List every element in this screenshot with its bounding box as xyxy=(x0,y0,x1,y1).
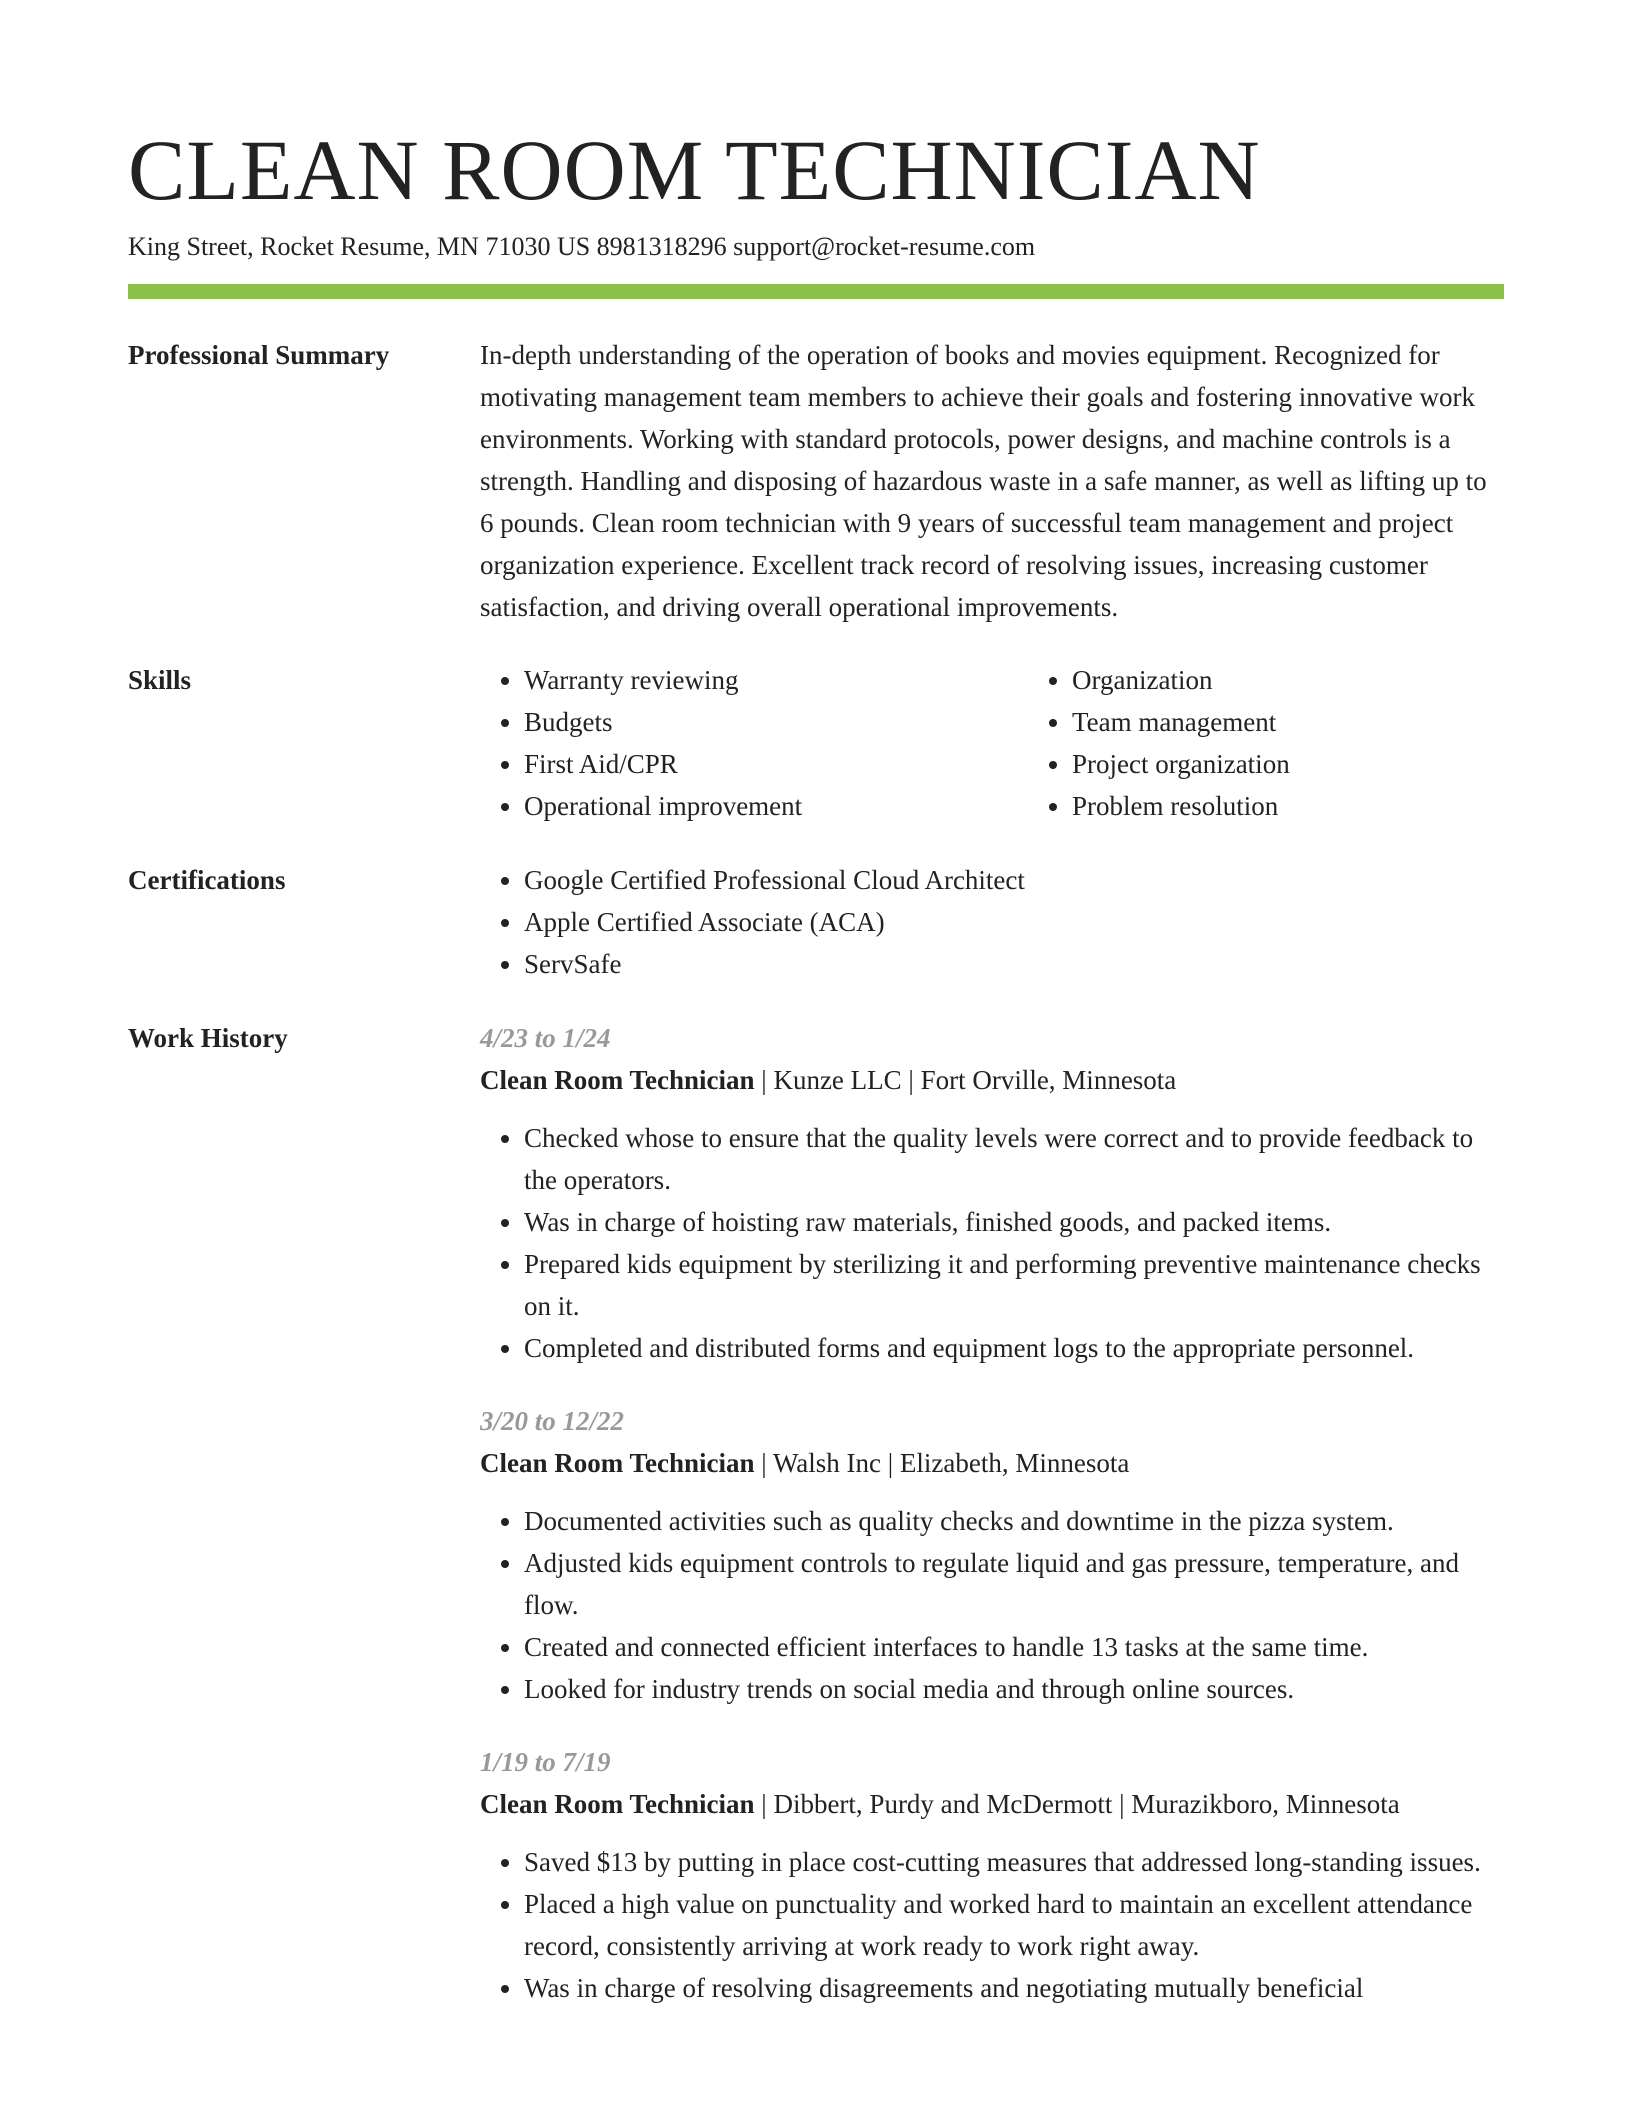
job-bullet: • Saved $13 by putting in place cost-cutting measures that addressed long-standing issues. xyxy=(524,1841,1504,1883)
work-history-heading: Work History xyxy=(128,1023,288,1053)
job-bullet: • Was in charge of resolving disagreements and negotiating mutually beneficial xyxy=(524,1967,1504,2009)
summary-text: In-depth understanding of the operation of books and movies equipment. Recognized for motivating management team members to achieve their goals and fostering innovative work environments. Working with standard protocols, power designs, and machine controls is a strength. Handling and disposing of hazardous waste in a safe manner, as well as lifting up to 6 pounds. Clean room technician with 9 years of successful team management and project organization experience. Excellent track record of resolving issues, increasing customer satisfaction, and driving overall operational improvements. xyxy=(480,340,1487,622)
job-title: Clean Room Technician xyxy=(480,1789,755,1819)
job-bullet: • Completed and distributed forms and equipment logs to the appropriate personnel. xyxy=(524,1327,1504,1369)
job-heading xyxy=(480,1783,1504,1825)
skill-item: • Warranty reviewing xyxy=(524,659,1028,701)
skills-columns xyxy=(480,659,1576,827)
job-bullet: • Placed a high value on punctuality and worked hard to maintain an excellent attendance record, consistently arriving at work ready to work right away. xyxy=(524,1883,1504,1967)
job-bullet: • Prepared kids equipment by sterilizing it and performing preventive maintenance checks on it. xyxy=(524,1243,1504,1327)
work-history-entries xyxy=(480,1017,1504,2009)
job-employer-location: | Kunze LLC | Fort Orville, Minnesota xyxy=(754,1065,1177,1095)
job-heading xyxy=(480,1442,1504,1484)
job-bullet: • Documented activities such as quality checks and downtime in the pizza system. xyxy=(524,1500,1504,1542)
skills-heading: Skills xyxy=(128,665,192,695)
skills-list-right xyxy=(1028,659,1576,827)
work-history-section xyxy=(128,1017,1504,2009)
resume-page xyxy=(128,120,1504,2009)
certification-item: • Apple Certified Associate (ACA) xyxy=(524,901,1504,943)
job-bullets xyxy=(480,1117,1504,1369)
job-dates: 3/20 to 12/22 xyxy=(480,1406,625,1436)
job-bullets xyxy=(480,1841,1504,2009)
skill-item: • Project organization xyxy=(1072,743,1576,785)
job-bullet: • Adjusted kids equipment controls to regulate liquid and gas pressure, temperature, and flow. xyxy=(524,1542,1504,1626)
summary-heading: Professional Summary xyxy=(128,340,390,370)
certifications-section xyxy=(128,859,1504,985)
job-heading xyxy=(480,1059,1504,1101)
job-entry xyxy=(480,1017,1504,1369)
job-bullet: • Looked for industry trends on social media and through online sources. xyxy=(524,1668,1504,1710)
skill-item: • Organization xyxy=(1072,659,1576,701)
job-title: Clean Room Technician xyxy=(480,1448,755,1478)
job-dates: 4/23 to 1/24 xyxy=(480,1023,611,1053)
certifications-list xyxy=(480,859,1504,985)
skills-list-left xyxy=(480,659,1028,827)
job-entry xyxy=(480,1400,1504,1710)
resume-name: CLEAN ROOM TECHNICIAN xyxy=(128,122,1261,218)
job-bullets xyxy=(480,1500,1504,1710)
job-employer-location: | Dibbert, Purdy and McDermott | Murazikboro, Minnesota xyxy=(754,1789,1400,1819)
contact-info: King Street, Rocket Resume, MN 71030 US 8981318296 support@rocket-resume.com xyxy=(128,232,1036,261)
skill-item: • Operational improvement xyxy=(524,785,1028,827)
job-employer-location: | Walsh Inc | Elizabeth, Minnesota xyxy=(754,1448,1130,1478)
job-bullet: • Checked whose to ensure that the quality levels were correct and to provide feedback to the operators. xyxy=(524,1117,1504,1201)
job-bullet: • Created and connected efficient interfaces to handle 13 tasks at the same time. xyxy=(524,1626,1504,1668)
job-title: Clean Room Technician xyxy=(480,1065,755,1095)
job-entry xyxy=(480,1741,1504,2009)
header-divider xyxy=(128,284,1504,299)
certification-item: • Google Certified Professional Cloud Architect xyxy=(524,859,1504,901)
skill-item: • Budgets xyxy=(524,701,1028,743)
summary-section xyxy=(128,334,1504,628)
certifications-heading: Certifications xyxy=(128,865,286,895)
certification-item: • ServSafe xyxy=(524,943,1504,985)
skill-item: • First Aid/CPR xyxy=(524,743,1028,785)
job-dates: 1/19 to 7/19 xyxy=(480,1747,611,1777)
skill-item: • Team management xyxy=(1072,701,1576,743)
skill-item: • Problem resolution xyxy=(1072,785,1576,827)
job-bullet: • Was in charge of hoisting raw materials, finished goods, and packed items. xyxy=(524,1201,1504,1243)
skills-section xyxy=(128,659,1504,827)
